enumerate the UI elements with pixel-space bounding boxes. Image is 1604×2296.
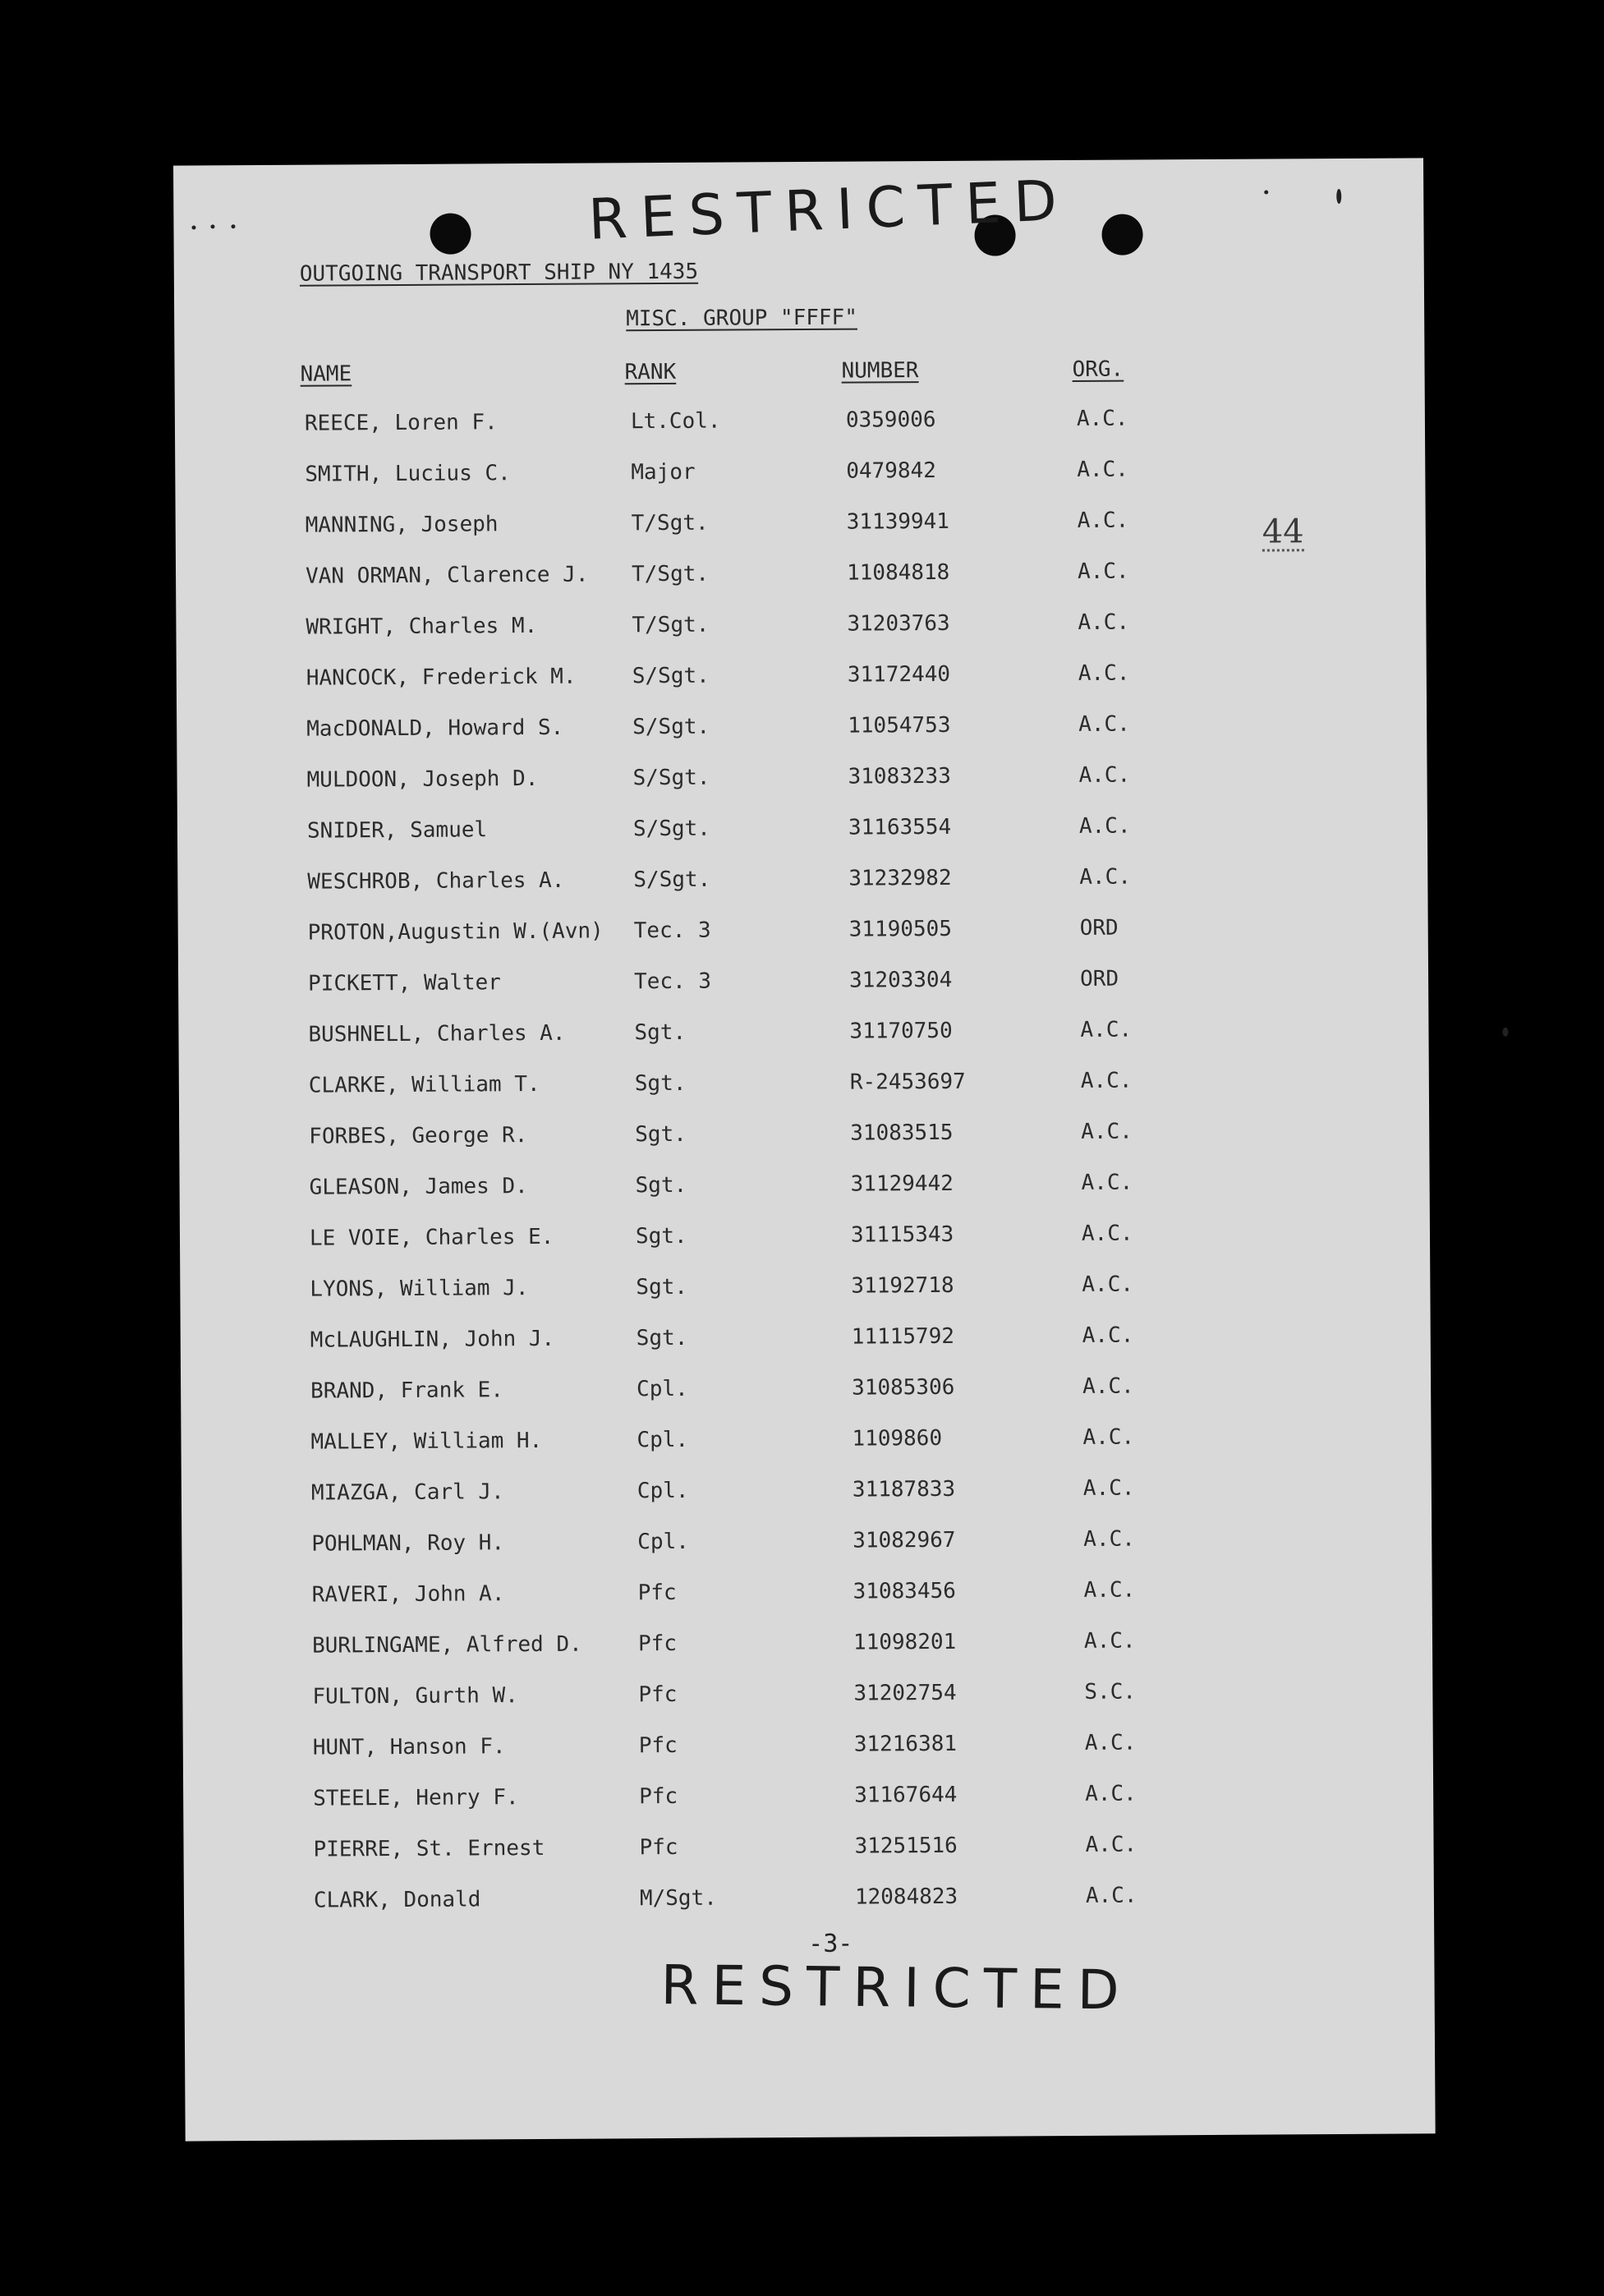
row-org: A.C. <box>1081 1170 1133 1195</box>
row-number: 31139941 <box>846 508 950 535</box>
row-name: MALLEY, William H. <box>310 1428 543 1455</box>
list-item <box>178 964 1428 1005</box>
row-name: McLAUGHLIN, John J. <box>310 1326 555 1353</box>
row-rank: Pfc <box>639 1783 678 1810</box>
column-header-name: NAME <box>300 361 352 387</box>
row-name: REECE, Loren F. <box>304 410 498 436</box>
row-number: 31170750 <box>849 1018 953 1044</box>
row-org: A.C. <box>1085 1781 1137 1806</box>
row-org: A.C. <box>1083 1628 1136 1654</box>
row-org: A.C. <box>1077 559 1129 584</box>
row-name: FULTON, Gurth W. <box>312 1683 518 1709</box>
row-rank: T/Sgt. <box>631 561 710 587</box>
row-org: A.C. <box>1078 660 1130 686</box>
row-org: A.C. <box>1081 1119 1133 1144</box>
row-org: A.C. <box>1078 813 1131 839</box>
row-rank: Tec. 3 <box>633 918 711 944</box>
row-rank: Pfc <box>638 1732 678 1759</box>
list-item <box>178 1015 1428 1056</box>
list-item <box>182 1474 1432 1514</box>
row-org: A.C. <box>1083 1526 1135 1552</box>
row-number: 12084823 <box>854 1884 958 1910</box>
row-rank: Cpl. <box>637 1478 689 1504</box>
row-org: ORD <box>1079 915 1119 941</box>
row-org: A.C. <box>1082 1424 1135 1450</box>
row-rank: S/Sgt. <box>632 714 710 740</box>
page-mark: 44 <box>1262 513 1304 551</box>
column-header-org: ORG. <box>1072 357 1124 382</box>
row-name: SNIDER, Samuel <box>306 817 488 844</box>
row-name: WESCHROB, Charles A. <box>307 867 565 895</box>
column-header-number: NUMBER <box>841 358 919 384</box>
page-number: -3- <box>808 1929 853 1958</box>
row-name: PIERRE, St. Ernest <box>313 1835 545 1862</box>
row-name: RAVERI, John A. <box>311 1581 505 1608</box>
row-name: WRIGHT, Charles M. <box>306 613 538 640</box>
row-rank: Pfc <box>637 1580 677 1606</box>
row-rank: Sgt. <box>634 1019 687 1046</box>
row-org: A.C. <box>1077 457 1129 482</box>
list-item <box>182 1627 1432 1667</box>
list-item <box>178 913 1428 954</box>
row-name: MIAZGA, Carl J. <box>310 1479 504 1506</box>
row-name: BURLINGAME, Alfred D. <box>311 1631 582 1659</box>
row-name: BRAND, Frank E. <box>310 1378 504 1404</box>
row-rank: M/Sgt. <box>639 1885 717 1912</box>
row-number: 31203304 <box>848 967 953 993</box>
list-item <box>176 557 1426 597</box>
row-rank: S/Sgt. <box>633 867 711 893</box>
list-item <box>181 1372 1431 1412</box>
dust-speck <box>1502 1028 1508 1037</box>
row-org: A.C. <box>1076 406 1128 431</box>
row-number: 11084818 <box>846 559 950 586</box>
list-item <box>183 1728 1433 1769</box>
row-number: 31232982 <box>848 865 952 891</box>
row-number: 31202754 <box>853 1680 957 1706</box>
row-rank: Sgt. <box>635 1223 687 1249</box>
row-org: A.C. <box>1084 1730 1137 1755</box>
row-org: A.C. <box>1082 1323 1134 1348</box>
row-rank: Pfc <box>637 1631 678 1657</box>
row-rank: Sgt. <box>635 1172 687 1199</box>
row-rank: Sgt. <box>635 1121 687 1148</box>
list-item <box>175 455 1425 495</box>
row-number: 31172440 <box>847 661 951 688</box>
list-item <box>177 812 1427 852</box>
list-item <box>177 659 1427 699</box>
row-number: 31115343 <box>850 1222 954 1248</box>
row-org: ORD <box>1079 966 1119 992</box>
row-number: 31187833 <box>852 1476 956 1502</box>
list-item <box>177 863 1427 903</box>
list-item <box>181 1321 1431 1361</box>
list-item <box>182 1576 1432 1616</box>
row-org: A.C. <box>1078 610 1130 635</box>
row-number: 11098201 <box>853 1629 957 1655</box>
row-number: 31082967 <box>853 1527 956 1553</box>
row-number: 1109860 <box>852 1425 943 1452</box>
row-name: MULDOON, Joseph D. <box>306 766 539 793</box>
row-number: 31216381 <box>853 1731 958 1757</box>
row-org: A.C. <box>1078 762 1131 788</box>
row-number: 31085306 <box>852 1374 955 1401</box>
row-rank: Tec. 3 <box>634 969 712 995</box>
row-org: A.C. <box>1081 1221 1133 1246</box>
list-item <box>177 761 1427 801</box>
row-org: A.C. <box>1085 1832 1138 1857</box>
list-item <box>176 608 1426 648</box>
row-org: A.C. <box>1082 1272 1134 1297</box>
row-rank: Pfc <box>639 1834 678 1861</box>
row-number: 31163554 <box>848 814 952 840</box>
row-name: FORBES, George R. <box>309 1123 528 1149</box>
row-number: 31192718 <box>851 1272 954 1299</box>
row-rank: Major <box>631 459 696 485</box>
row-org: A.C. <box>1077 508 1129 533</box>
list-item <box>177 710 1427 750</box>
list-item <box>184 1881 1434 1921</box>
list-item <box>182 1677 1432 1718</box>
row-number: R-2453697 <box>849 1069 966 1095</box>
row-rank: T/Sgt. <box>632 612 710 638</box>
personnel-list <box>173 158 1436 2141</box>
row-name: MANNING, Joseph <box>305 512 499 538</box>
row-number: 31203763 <box>847 610 950 637</box>
row-name: STEELE, Henry F. <box>313 1785 519 1811</box>
row-org: A.C. <box>1078 711 1130 737</box>
list-item <box>181 1423 1431 1463</box>
row-org: A.C. <box>1085 1883 1138 1908</box>
row-number: 31083456 <box>853 1578 956 1604</box>
list-item <box>179 1066 1429 1107</box>
row-rank: Sgt. <box>634 1070 687 1097</box>
list-item <box>180 1219 1430 1259</box>
list-item <box>176 506 1426 546</box>
row-rank: Cpl. <box>637 1529 689 1555</box>
row-org: A.C. <box>1080 1068 1133 1093</box>
row-number: 31167644 <box>854 1782 958 1808</box>
row-org: A.C. <box>1083 1577 1136 1603</box>
row-name: MacDONALD, Howard S. <box>306 715 564 742</box>
row-name: CLARKE, William T. <box>308 1071 540 1098</box>
row-org: A.C. <box>1082 1475 1135 1501</box>
row-org: A.C. <box>1082 1373 1134 1399</box>
ship-title: OUTGOING TRANSPORT SHIP NY 1435 <box>299 259 699 287</box>
group-title: MISC. GROUP "FFFF" <box>626 305 858 332</box>
row-rank: Cpl. <box>637 1376 688 1402</box>
row-name: LYONS, William J. <box>310 1276 529 1302</box>
row-name: PICKETT, Walter <box>308 970 502 996</box>
row-rank: S/Sgt. <box>632 663 710 689</box>
row-name: HUNT, Hanson F. <box>312 1734 506 1760</box>
row-number: 31251516 <box>854 1833 958 1859</box>
row-name: POHLMAN, Roy H. <box>311 1530 505 1557</box>
restricted-stamp-bottom: RESTRICTED <box>660 1953 1133 2022</box>
row-number: 31083515 <box>850 1120 954 1146</box>
restricted-stamp-top: RESTRICTED <box>586 168 1072 253</box>
list-item <box>180 1270 1430 1310</box>
row-name: PROTON,Augustin W.(Avn) <box>307 918 604 946</box>
list-item <box>183 1779 1433 1820</box>
row-rank: Lt.Col. <box>630 408 721 435</box>
row-rank: Sgt. <box>636 1325 688 1351</box>
row-number: 31190505 <box>848 916 953 942</box>
row-name: VAN ORMAN, Clarence J. <box>305 562 589 589</box>
row-number: 11115792 <box>851 1323 955 1350</box>
row-name: SMITH, Lucius C. <box>305 461 511 487</box>
row-number: 31083233 <box>848 763 951 789</box>
row-rank: S/Sgt. <box>632 816 710 842</box>
list-item <box>175 404 1425 444</box>
row-name: HANCOCK, Frederick M. <box>306 664 577 691</box>
column-header-rank: RANK <box>624 359 677 385</box>
row-rank: S/Sgt. <box>632 765 710 791</box>
row-name: LE VOIE, Charles E. <box>309 1224 554 1251</box>
row-number: 11054753 <box>848 712 951 738</box>
row-org: A.C. <box>1079 864 1132 890</box>
row-rank: T/Sgt. <box>631 510 709 536</box>
row-number: 31129442 <box>850 1171 954 1197</box>
row-rank: Cpl. <box>637 1427 689 1453</box>
document-sheet <box>173 158 1436 2141</box>
row-org: A.C. <box>1080 1017 1133 1042</box>
row-rank: Pfc <box>638 1682 678 1708</box>
list-item <box>179 1117 1429 1157</box>
row-org: S.C. <box>1084 1679 1137 1705</box>
row-rank: Sgt. <box>636 1274 688 1300</box>
row-number: 0479842 <box>846 458 936 484</box>
list-item <box>180 1168 1430 1208</box>
list-item <box>183 1830 1433 1870</box>
row-name: GLEASON, James D. <box>309 1174 528 1200</box>
list-item <box>182 1525 1432 1565</box>
row-name: BUSHNELL, Charles A. <box>308 1020 566 1047</box>
row-name: CLARK, Donald <box>313 1887 481 1913</box>
row-number: 0359006 <box>845 407 936 433</box>
